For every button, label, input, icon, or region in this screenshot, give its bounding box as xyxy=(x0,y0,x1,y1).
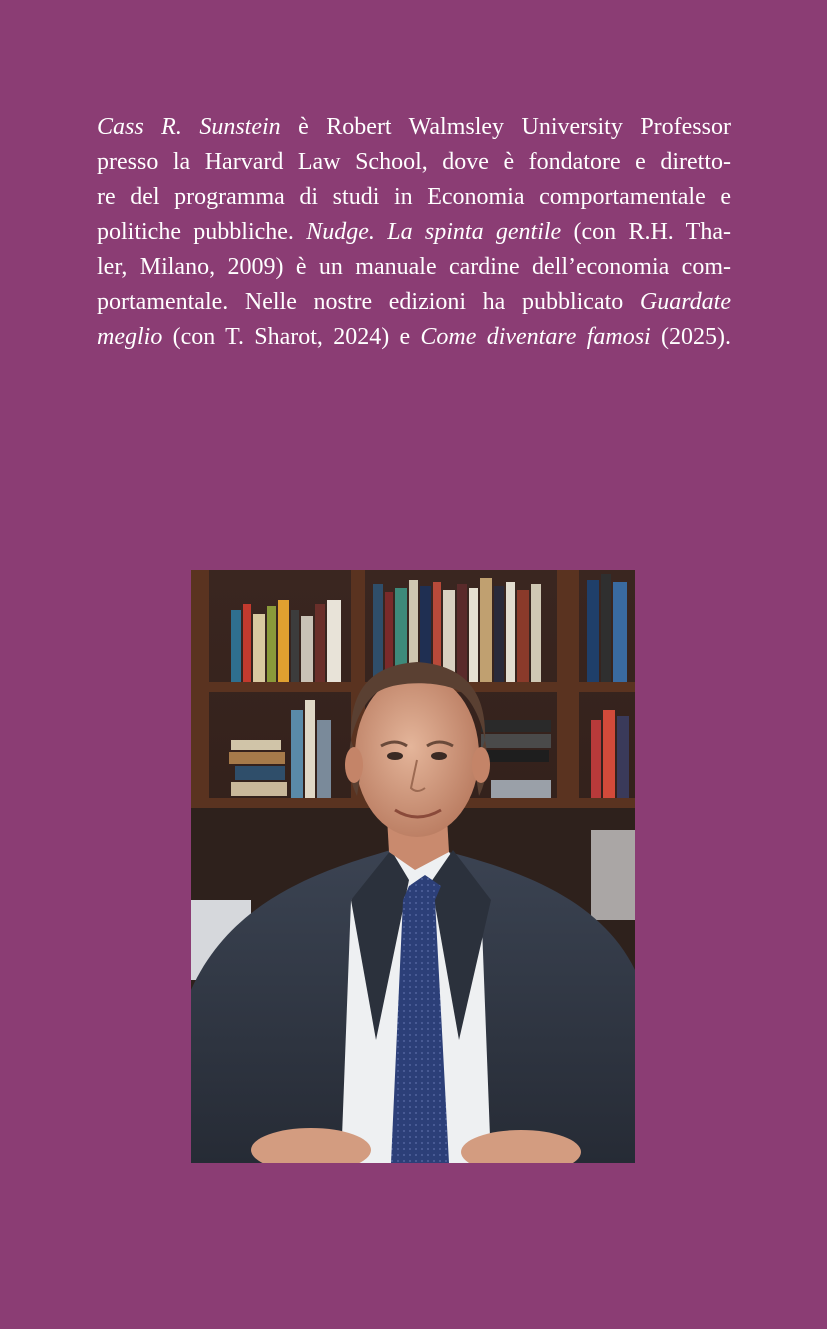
author-photo xyxy=(191,570,635,1163)
book-title-guardate-meglio-part2: meglio xyxy=(97,324,163,350)
book-title-guardate-meglio-part1: Guardate xyxy=(639,289,731,315)
book-title-nudge: Nudge. La spinta gentile xyxy=(306,219,562,245)
bio-line-2: presso la Harvard Law School, dove è fondatore e diretto- xyxy=(97,149,731,175)
bio-line-1: Cass R. Sunstein è Robert Walmsley University Professor xyxy=(97,114,731,140)
bio-line-7: meglio (con T. Sharot, 2024) e Come diventare famosi (2025). xyxy=(97,324,731,350)
author-bio xyxy=(97,110,731,355)
author-name: Cass R. Sunstein xyxy=(97,114,281,140)
bio-line-4: politiche pubbliche. Nudge. La spinta gentile (con R.H. Tha- xyxy=(97,219,731,245)
bio-line-6: portamentale. Nelle nostre edizioni ha pubblicato Guardate xyxy=(97,289,731,315)
book-title-come-diventare-famosi: Come diventare famosi xyxy=(420,324,651,350)
bio-line-3: re del programma di studi in Economia comportamentale e xyxy=(97,184,731,210)
bio-line-5: ler, Milano, 2009) è un manuale cardine dell’economia com- xyxy=(97,254,731,280)
face xyxy=(355,673,479,837)
